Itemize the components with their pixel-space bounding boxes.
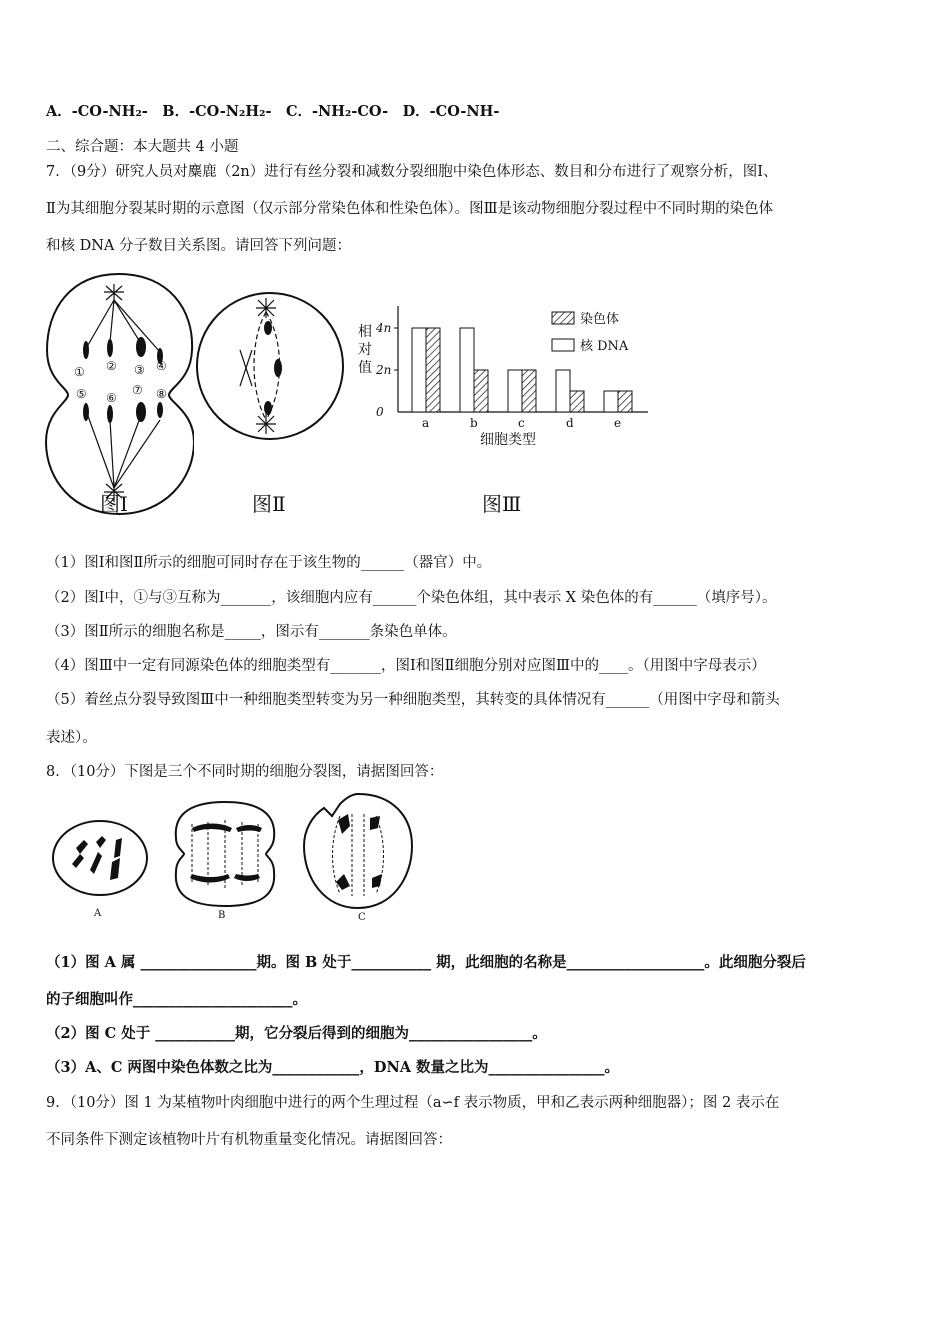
- bar-dna-e: [604, 391, 618, 412]
- q8-label-c: C: [358, 912, 366, 923]
- q7-sub2: （2）图Ⅰ中，①与③互称为_______，该细胞内应有______个染色体组，其中表示 X 染色体的有______（填序号）。: [46, 590, 777, 606]
- q7-sub5-line2: 表述）。: [46, 730, 97, 746]
- fig1-label: ⑤: [76, 387, 87, 401]
- svg-text:对: 对: [358, 342, 372, 358]
- q9-stem-line1: 9．（10分）图 1 为某植物叶肉细胞中进行的两个生理过程（a∽f 表示物质，甲和乙表示两种细胞器）；图 2 表示在: [46, 1095, 780, 1111]
- bar-chromosome-b: [474, 370, 488, 412]
- bar-dna-c: [508, 370, 522, 412]
- x-tick-label: b: [470, 416, 478, 430]
- q8-label-a: A: [94, 908, 102, 919]
- fig1-label: ⑥: [106, 391, 117, 405]
- figure-3-chart: [352, 298, 652, 458]
- y-tick-label: 2n: [376, 363, 392, 377]
- cell-c-outline: [304, 794, 412, 908]
- fig1-label: ⑧: [156, 387, 167, 401]
- q7-stem-line3: 和核 DNA 分子数目关系图。请回答下列问题：: [46, 238, 352, 254]
- q7-stem-line2: Ⅱ为其细胞分裂某时期的示意图（仅示部分常染色体和性染色体）。图Ⅲ是该动物细胞分裂过程中不同时期的染色体: [46, 201, 774, 217]
- legend: [552, 311, 629, 354]
- bar-dna-d: [556, 370, 570, 412]
- y-tick-label: 4n: [376, 321, 392, 335]
- q7-sub4: （4）图Ⅲ中一定有同源染色体的细胞类型有_______，图Ⅰ和图Ⅱ细胞分别对应图Ⅲ中的____。（用图中字母表示）: [46, 658, 766, 674]
- section2-title: 二、综合题：本大题共 4 小题: [46, 139, 239, 155]
- q8-figure-b: [170, 798, 280, 921]
- bar-chromosome-e: [618, 391, 632, 412]
- fig3-caption: 图Ⅲ: [482, 492, 522, 516]
- x-tick-label: c: [518, 416, 525, 430]
- bar-chromosome-d: [570, 391, 584, 412]
- figure-2: [194, 290, 346, 442]
- x-tick-label: e: [614, 416, 622, 430]
- legend-label-chromosome: 染色体: [580, 312, 620, 327]
- fig1-label: ①: [74, 365, 85, 379]
- y-axis-label: [358, 323, 372, 376]
- fig2-caption: 图Ⅱ: [252, 492, 286, 516]
- legend-label-dna: 核 DNA: [580, 339, 629, 354]
- legend-swatch-dna: [552, 339, 574, 351]
- bar-dna-b: [460, 328, 474, 412]
- legend-swatch-chromosome: [552, 312, 574, 324]
- q8-sub2: （2）图 C 处于 ___________期，它分裂后得到的细胞为_________________。: [46, 1025, 547, 1042]
- bar-dna-a: [412, 328, 426, 412]
- y-tick-label: 0: [376, 405, 384, 419]
- q7-sub5-line1: （5）着丝点分裂导致图Ⅲ中一种细胞类型转变为另一种细胞类型，其转变的具体情况有______（用图中字母和箭头: [46, 692, 780, 708]
- q8-stem: 8．（10分）下图是三个不同时期的细胞分裂图，请据图回答：: [46, 764, 444, 780]
- fig2-cell-outline: [197, 293, 343, 439]
- svg-text:值: 值: [358, 360, 372, 376]
- fig1-caption: 图Ⅰ: [100, 492, 128, 516]
- cell-b-outline: [176, 802, 274, 906]
- svg-text:相: 相: [358, 324, 372, 340]
- bar-chromosome-a: [426, 328, 440, 412]
- q8-sub3: （3）A、C 两图中染色体数之比为____________，DNA 数量之比为________________。: [46, 1059, 620, 1076]
- q8-figure-c: [300, 790, 416, 923]
- q8-sub1-line1: （1）图 A 属 ________________期。图 B 处于___________ 期，此细胞的名称是___________________。此细胞分裂后: [46, 954, 806, 971]
- fig1-label: ③: [134, 363, 145, 377]
- x-tick-label: d: [566, 416, 574, 430]
- fig1-label: ④: [156, 359, 167, 373]
- figure-1: [44, 270, 194, 520]
- x-axis-label: 细胞类型: [480, 432, 536, 448]
- q9-stem-line2: 不同条件下测定该植物叶片有机物重量变化情况。请据图回答：: [46, 1132, 452, 1148]
- x-tick-label: a: [422, 416, 430, 430]
- q8-label-b: B: [218, 910, 226, 921]
- q6-options: A．-CO-NH₂- B．-CO-N₂H₂- C．-NH₂-CO- D．-CO-NH-: [46, 103, 500, 120]
- fig1-label: ②: [106, 359, 117, 373]
- q7-sub1: （1）图Ⅰ和图Ⅱ所示的细胞可同时存在于该生物的______（器官）中。: [46, 555, 492, 571]
- bar-chromosome-c: [522, 370, 536, 412]
- q7-sub3: （3）图Ⅱ所示的细胞名称是_____，图示有_______条染色单体。: [46, 624, 457, 640]
- fig1-label: ⑦: [132, 383, 143, 397]
- q8-figure-a: [50, 818, 150, 919]
- q7-stem-line1: 7．（9分）研究人员对麋鹿（2n）进行有丝分裂和减数分裂细胞中染色体形态、数目和分布进行了观察分析，图Ⅰ、: [46, 164, 778, 180]
- q8-sub1-line2: 的子细胞叫作______________________。: [46, 991, 307, 1008]
